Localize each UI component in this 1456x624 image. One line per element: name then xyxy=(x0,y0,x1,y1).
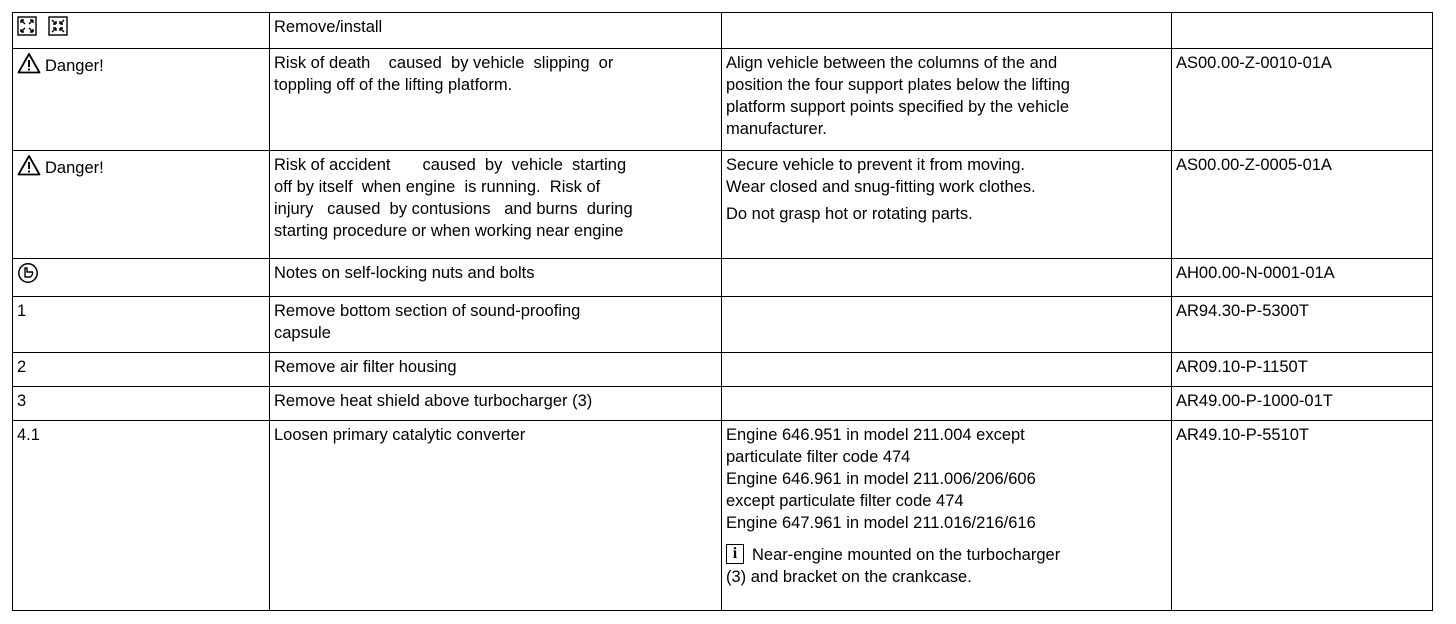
cell-step-number: 2 xyxy=(13,353,270,387)
table-row xyxy=(13,259,1433,297)
cell-step: Remove/install xyxy=(270,13,722,49)
cell-notes xyxy=(722,387,1172,421)
cell-notes: Align vehicle between the columns of the and position the four support plates below the lifting platform support points specified by the vehicle manufacturer. xyxy=(722,49,1172,151)
danger-label: Danger! xyxy=(45,159,104,177)
cell-step-number: 3 xyxy=(13,387,270,421)
cell-ref xyxy=(1172,421,1433,611)
warning-triangle-icon xyxy=(17,52,41,80)
cell-step: Remove air filter housing xyxy=(270,353,722,387)
cell-ref xyxy=(1172,259,1433,297)
table-row xyxy=(13,353,1433,387)
cell-notes xyxy=(722,13,1172,49)
cell-notes xyxy=(722,297,1172,353)
expand-arrows-icon[interactable] xyxy=(17,16,37,42)
table-row xyxy=(13,151,1433,259)
reference-link[interactable]: AR49.00-P-1000-01T xyxy=(1176,392,1333,410)
cell-step-number: 4.1 xyxy=(13,421,270,611)
collapse-arrows-icon[interactable] xyxy=(48,16,68,42)
cell-ref xyxy=(1172,387,1433,421)
cell-ref xyxy=(1172,49,1433,151)
cell-danger xyxy=(13,151,270,259)
cell-icons xyxy=(13,13,270,49)
table-row xyxy=(13,13,1433,49)
reference-link[interactable]: AS00.00-Z-0005-01A xyxy=(1176,156,1332,174)
cell-notes: Secure vehicle to prevent it from moving. Wear closed and snug-fitting work clothes. Do not grasp hot or rotating parts. xyxy=(722,151,1172,259)
cell-step: Loosen primary catalytic converter xyxy=(270,421,722,611)
cell-step: Risk of death caused by vehicle slipping or toppling off of the lifting platform. xyxy=(270,49,722,151)
hand-pointer-icon xyxy=(17,262,39,290)
cell-ref xyxy=(1172,151,1433,259)
cell-step: Remove bottom section of sound-proofing capsule xyxy=(270,297,722,353)
reference-link[interactable]: AR49.10-P-5510T xyxy=(1176,426,1309,444)
cell-notes xyxy=(722,353,1172,387)
cell-step: Remove heat shield above turbocharger (3) xyxy=(270,387,722,421)
info-icon: i xyxy=(726,544,744,564)
cell-notes xyxy=(722,259,1172,297)
table-row xyxy=(13,297,1433,353)
table-row xyxy=(13,421,1433,611)
repair-procedure-table xyxy=(12,12,1433,611)
warning-triangle-icon xyxy=(17,154,41,182)
reference-link[interactable]: AH00.00-N-0001-01A xyxy=(1176,264,1335,282)
cell-ref xyxy=(1172,353,1433,387)
cell-ref xyxy=(1172,13,1433,49)
cell-step: Risk of accident caused by vehicle starting off by itself when engine is running. Risk of injury caused by contusions and burns during starting procedure or when working near engine xyxy=(270,151,722,259)
cell-ref xyxy=(1172,297,1433,353)
danger-label: Danger! xyxy=(45,57,104,75)
table-row xyxy=(13,49,1433,151)
cell-notes: Engine 646.951 in model 211.004 except particulate filter code 474 Engine 646.961 in model 211.006/206/606 except particulate filter code 474 Engine 647.961 in model 211.016/216/616 i Near-engine mounted on the turbocharger (3) and bracket on the crankcase. xyxy=(722,421,1172,611)
cell-note-icon xyxy=(13,259,270,297)
cell-step-number: 1 xyxy=(13,297,270,353)
table-row xyxy=(13,387,1433,421)
reference-link[interactable]: AS00.00-Z-0010-01A xyxy=(1176,54,1332,72)
cell-step: Notes on self-locking nuts and bolts xyxy=(270,259,722,297)
cell-danger xyxy=(13,49,270,151)
reference-link[interactable]: AR09.10-P-1150T xyxy=(1176,358,1308,376)
reference-link[interactable]: AR94.30-P-5300T xyxy=(1176,302,1309,320)
